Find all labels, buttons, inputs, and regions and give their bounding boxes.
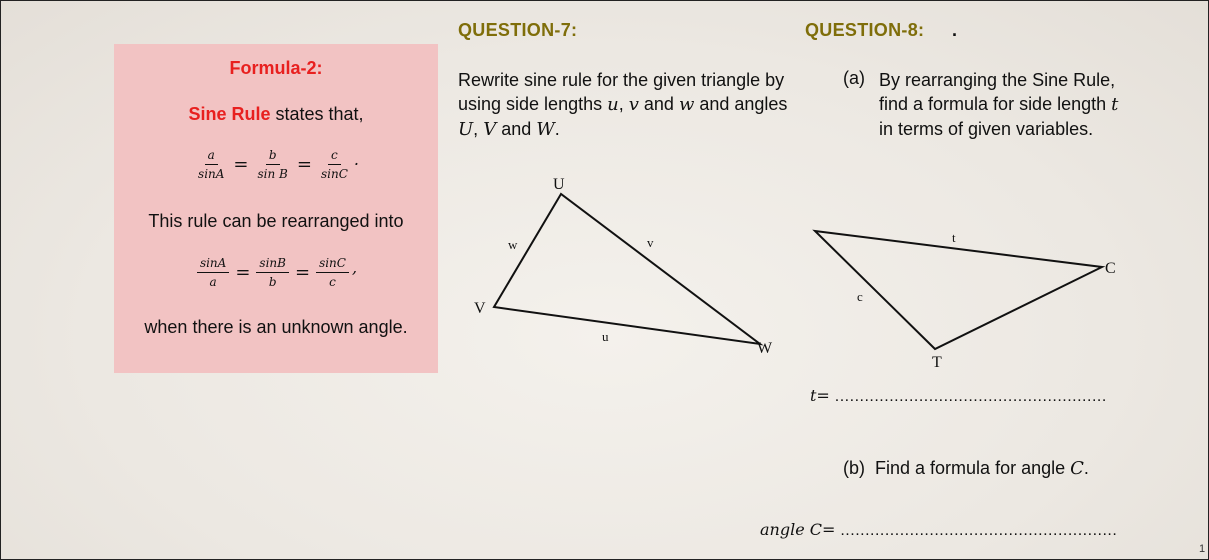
- q7-text-part: ,: [473, 119, 484, 139]
- denominator: c: [329, 275, 336, 289]
- equals-sign: =: [233, 154, 249, 175]
- denominator: a: [209, 275, 217, 289]
- triangle-uvw-shape: [494, 194, 760, 344]
- answer-dots: ........................................................: [835, 522, 1118, 539]
- numerator: a: [205, 148, 218, 165]
- side-v-label: v: [647, 235, 654, 250]
- vertex-v-label: V: [474, 300, 486, 317]
- var-V: V: [483, 119, 497, 140]
- equals-sign: =: [294, 262, 311, 283]
- q7-text-part: and: [496, 119, 537, 139]
- numerator: sinA: [197, 256, 229, 273]
- denominator: sinC: [320, 167, 348, 181]
- var-U: U: [458, 119, 474, 140]
- var-W: W: [536, 119, 555, 140]
- numerator: sinC: [316, 256, 349, 273]
- var-u: u: [607, 94, 619, 115]
- q7-text-part: .: [554, 119, 560, 139]
- denominator: sinA: [198, 167, 225, 181]
- part-a-text-part: By rearranging the Sine Rule, find a formula for side length: [879, 70, 1116, 114]
- equation-punctuation: ,: [351, 258, 358, 277]
- denominator: sin B: [257, 167, 288, 181]
- side-u-label: u: [602, 329, 609, 344]
- side-w-label: w: [508, 237, 518, 252]
- vertex-w-label: W: [757, 340, 773, 357]
- question-8-heading: QUESTION-8:: [805, 20, 925, 40]
- side-t-label: t: [952, 230, 956, 245]
- part-a-text-part: in terms of given variables.: [879, 119, 1094, 139]
- question-7-heading: QUESTION-7:: [458, 20, 578, 40]
- side-c-label: c: [857, 289, 863, 304]
- var-w: w: [678, 94, 695, 115]
- var-v: v: [628, 94, 639, 115]
- part-b-text: Find a formula for angle: [875, 458, 1071, 478]
- question-8-heading-dot: .: [952, 20, 958, 40]
- triangle-ctc: [815, 230, 1116, 371]
- var-C: C: [1070, 458, 1084, 479]
- part-a-label: (a): [843, 68, 865, 88]
- denominator: b: [268, 275, 277, 289]
- sine-rule-rest: states that,: [270, 104, 364, 124]
- rearranged-text: This rule can be rearranged into: [148, 211, 404, 231]
- corner-mark: 1: [1199, 543, 1206, 555]
- equals-sign: =: [235, 262, 251, 283]
- q7-text-part: and: [638, 94, 679, 114]
- numerator: c: [328, 148, 341, 165]
- triangle-uvw: [474, 176, 773, 357]
- equals-sign: =: [296, 154, 312, 175]
- part-b-end: .: [1083, 458, 1089, 478]
- q7-text-part: and angles: [694, 94, 788, 114]
- q7-text-part: ,: [618, 94, 629, 114]
- numerator: sinB: [256, 256, 289, 273]
- vertex-t-label: T: [932, 354, 942, 371]
- angle-c-answer-label: angle C=: [760, 520, 836, 539]
- formula-title: Formula-2:: [229, 58, 323, 78]
- answer-dots: .......................................................: [829, 388, 1107, 405]
- t-answer-label: t=: [810, 386, 830, 405]
- equation-punctuation: .: [353, 150, 359, 169]
- q7-text-part: Rewrite sine rule for the given triangle by using side lengths: [458, 70, 785, 114]
- vertex-c-label: C: [1105, 260, 1116, 277]
- vertex-u-label: U: [553, 176, 565, 193]
- unknown-angle-text: when there is an unknown angle.: [144, 317, 408, 337]
- sine-rule-highlight: Sine Rule: [188, 104, 271, 124]
- var-t: t: [1111, 94, 1119, 115]
- numerator: b: [266, 148, 280, 165]
- part-b-label: (b): [843, 458, 865, 478]
